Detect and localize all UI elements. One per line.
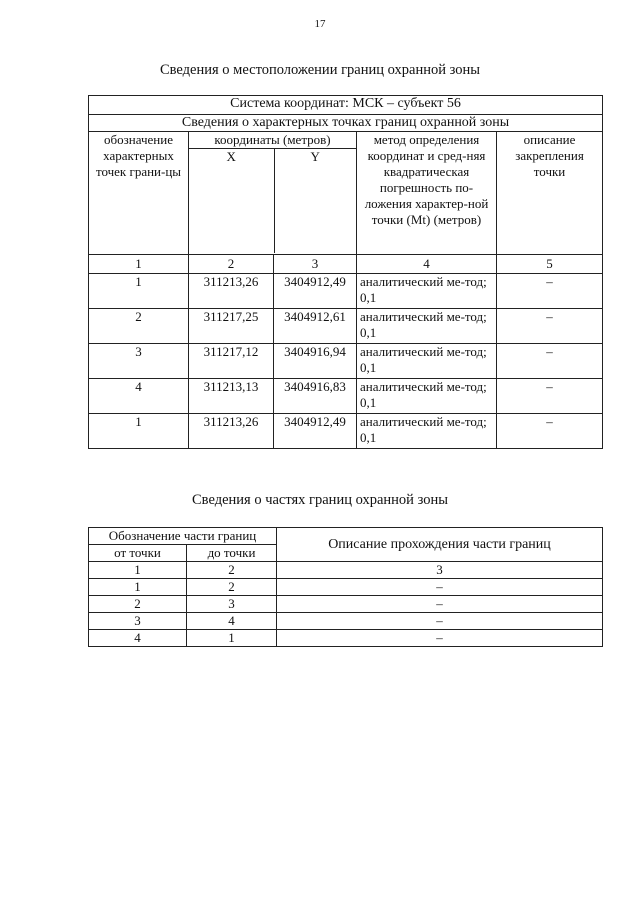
to-cell: 1 <box>187 630 277 647</box>
table-row <box>89 344 603 379</box>
table-row <box>89 630 603 647</box>
coordinates-label: координаты (метров) <box>189 132 356 149</box>
point-cell: 1 <box>89 274 189 309</box>
table-row <box>89 579 603 596</box>
y-header: Y <box>274 149 357 253</box>
method-cell: аналитический ме-тод; 0,1 <box>357 414 497 449</box>
to-cell: 4 <box>187 613 277 630</box>
y-cell: 3404912,49 <box>274 274 357 309</box>
from-cell: 3 <box>89 613 187 630</box>
method-header: метод определения координат и сред-няя квадратическая погрешность по-ложения характер-ной точки (Mt) (метров) <box>357 132 497 255</box>
section2-title: Сведения о частях границ охранной зоны <box>192 492 448 508</box>
coordinate-system-cell: Система координат: МСК – субъект 56 <box>89 96 603 115</box>
page-number: 17 <box>314 18 326 30</box>
part-designation-header: Обозначение части границ <box>89 528 277 545</box>
y-cell: 3404912,61 <box>274 309 357 344</box>
to-point-header: до точки <box>187 545 277 562</box>
description-cell: – <box>277 630 603 647</box>
description-header: Описание прохождения части границ <box>277 528 603 562</box>
description-cell: – <box>277 579 603 596</box>
column-number: 4 <box>357 255 497 274</box>
point-cell: 2 <box>89 309 189 344</box>
point-cell: 4 <box>89 379 189 414</box>
y-cell: 3404912,49 <box>274 414 357 449</box>
y-cell: 3404916,94 <box>274 344 357 379</box>
to-cell: 2 <box>187 579 277 596</box>
method-cell: аналитический ме-тод; 0,1 <box>357 274 497 309</box>
column-number: 3 <box>274 255 357 274</box>
table-row <box>89 274 603 309</box>
from-point-header: от точки <box>89 545 187 562</box>
column-number: 1 <box>89 255 189 274</box>
section1-title: Сведения о местоположении границ охранной зоны <box>159 62 480 78</box>
x-cell: 311213,26 <box>189 274 274 309</box>
fixing-cell: – <box>497 414 603 449</box>
table-row <box>89 379 603 414</box>
column-number: 2 <box>187 562 277 579</box>
from-cell: 2 <box>89 596 187 613</box>
column-number: 1 <box>89 562 187 579</box>
column-number: 3 <box>277 562 603 579</box>
table-row <box>89 613 603 630</box>
x-cell: 311217,25 <box>189 309 274 344</box>
fixing-header: описание закрепления точки <box>497 132 603 255</box>
coordinates-header <box>189 132 357 255</box>
x-cell: 311217,12 <box>189 344 274 379</box>
column-number: 2 <box>189 255 274 274</box>
fixing-cell: – <box>497 274 603 309</box>
table-row <box>89 596 603 613</box>
y-cell: 3404916,83 <box>274 379 357 414</box>
method-cell: аналитический ме-тод; 0,1 <box>357 309 497 344</box>
fixing-cell: – <box>497 344 603 379</box>
x-header: X <box>226 149 236 164</box>
to-cell: 3 <box>187 596 277 613</box>
boundary-points-table <box>88 95 603 449</box>
point-cell: 3 <box>89 344 189 379</box>
point-designation-header <box>89 132 189 255</box>
fixing-cell: – <box>497 379 603 414</box>
boundary-parts-table <box>88 527 603 647</box>
table-row <box>89 309 603 344</box>
point-cell: 1 <box>89 414 189 449</box>
fixing-cell: – <box>497 309 603 344</box>
x-cell: 311213,13 <box>189 379 274 414</box>
description-cell: – <box>277 613 603 630</box>
description-cell: – <box>277 596 603 613</box>
table-row <box>89 414 603 449</box>
from-cell: 4 <box>89 630 187 647</box>
method-cell: аналитический ме-тод; 0,1 <box>357 379 497 414</box>
table-subtitle-cell: Сведения о характерных точках границ охранной зоны <box>89 115 603 132</box>
column-number: 5 <box>497 255 603 274</box>
x-cell: 311213,26 <box>189 414 274 449</box>
from-cell: 1 <box>89 579 187 596</box>
point-designation-label: обозначение характерных точек грани-цы <box>95 132 182 179</box>
method-cell: аналитический ме-тод; 0,1 <box>357 344 497 379</box>
